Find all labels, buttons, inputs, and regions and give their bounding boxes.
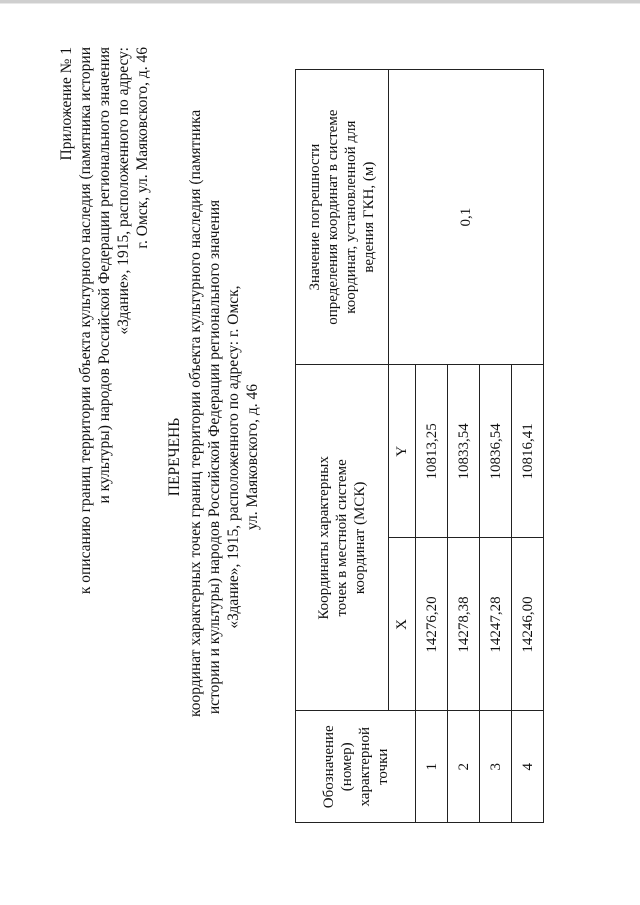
point-number: 3 <box>480 711 512 823</box>
table-header-row <box>296 70 389 823</box>
y-coordinate: 10833,54 <box>448 365 480 538</box>
appendix-line: Приложение № 1 <box>58 47 75 161</box>
x-coordinate: 14247,28 <box>480 538 512 711</box>
title-heading: ПЕРЕЧЕНЬ <box>166 417 183 497</box>
appendix-header <box>57 47 152 607</box>
error-value-cell: 0,1 <box>389 70 544 365</box>
coordinates-table <box>295 69 544 823</box>
header-x: X <box>389 538 416 711</box>
appendix-line: г. Омск, ул. Маяковского, д. 46 <box>134 47 151 249</box>
x-coordinate: 14276,20 <box>416 538 448 711</box>
point-number: 4 <box>512 711 544 823</box>
x-coordinate: 14246,00 <box>512 538 544 711</box>
y-coordinate: 10813,25 <box>416 365 448 538</box>
title-line: ул. Маяковского, д. 46 <box>244 383 261 531</box>
appendix-line: и культуры) народов Российской Федерации регионального значения <box>96 47 113 504</box>
header-point-designation: Обозначение (номер) характерной точки <box>296 711 416 823</box>
x-coordinate: 14278,38 <box>448 538 480 711</box>
header-error-value: Значение погрешности определения координат в системе координат, установленной для ведения ГКН, (м) <box>296 70 389 365</box>
point-number: 2 <box>448 711 480 823</box>
header-y: Y <box>389 365 416 538</box>
table-subheader-row <box>389 70 416 823</box>
rotated-page <box>45 27 605 877</box>
header-coordinates: Координаты характерных точек в местной системе координат (МСК) <box>296 365 389 711</box>
y-coordinate: 10816,41 <box>512 365 544 538</box>
document-title <box>165 109 262 717</box>
y-coordinate: 10836,54 <box>480 365 512 538</box>
appendix-line: к описанию границ территории объекта культурного наследия (памятника истории <box>77 47 94 595</box>
appendix-line: «Здание», 1915, расположенного по адресу: <box>115 47 132 335</box>
title-line: «Здание», 1915, расположенного по адресу: г. Омск, <box>225 285 242 629</box>
title-line: истории и культуры) народов Российской Федерации регионального значения <box>206 199 223 715</box>
title-line: координат характерных точек границ территории объекта культурного наследия (памятника <box>187 109 204 717</box>
point-number: 1 <box>416 711 448 823</box>
scan-top-edge-shadow <box>0 3 640 4</box>
